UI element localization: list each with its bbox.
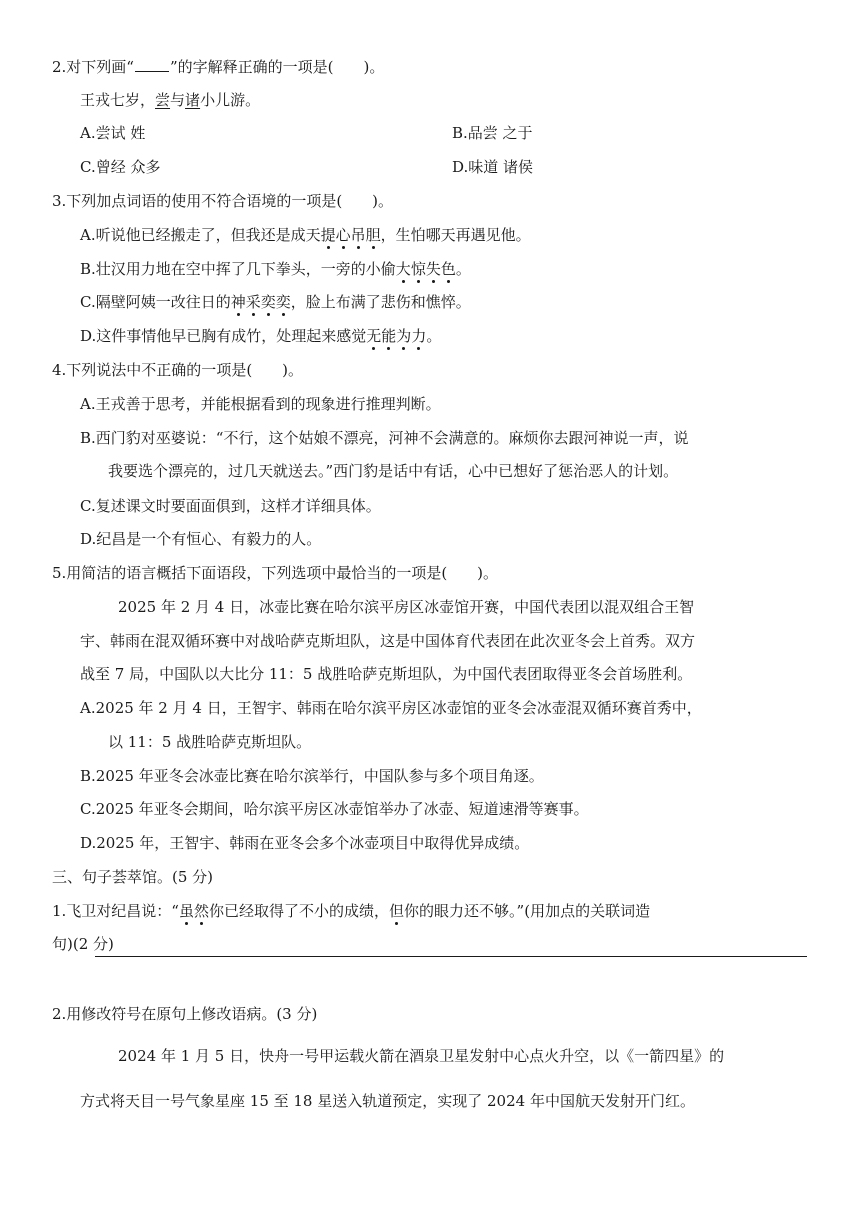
q3-option-d: D.这件事情他早已胸有成竹，处理起来感觉无能为力。 bbox=[80, 327, 442, 345]
s3-q2-passage-line1: 2024 年 1 月 5 日，快舟一号甲运载火箭在酒泉卫星发射中心点火升空，以《一箭四星》的 bbox=[118, 1047, 725, 1065]
dotted-char: 奕 bbox=[260, 293, 276, 311]
dotted-char: 胆 bbox=[365, 226, 381, 244]
dotted-char: 虽 bbox=[178, 902, 194, 920]
q3-option-a: A.听说他已经搬走了，但我还是成天提心吊胆，生怕哪天再遇见他。 bbox=[80, 226, 531, 244]
underlined-char-chang: 尝 bbox=[155, 91, 171, 109]
q5-option-a-line2: 以 11：5 战胜哈萨克斯坦队。 bbox=[108, 733, 312, 751]
q3-option-c: C.隔壁阿姨一改往日的神采奕奕，脸上布满了悲伤和憔悴。 bbox=[80, 293, 471, 311]
q5-option-d: D.2025 年，王智宇、韩雨在亚冬会多个冰壶项目中取得优异成绩。 bbox=[80, 834, 530, 852]
section-heading: 三、句子荟萃馆。(5 分) bbox=[52, 868, 214, 886]
q2-stem: 2.对下列画“ ”的字解释正确的一项是( )。 bbox=[52, 58, 385, 76]
q4-option-d: D.纪昌是一个有恒心、有毅力的人。 bbox=[80, 530, 322, 548]
q2-option-d: D.味道 诸侯 bbox=[452, 158, 534, 176]
q4-option-b-line2: 我要选个漂亮的，过几天就送去。”西门豹是话中有话，心中已想好了惩治恶人的计划。 bbox=[108, 462, 679, 480]
q5-option-c: C.2025 年亚冬会期间，哈尔滨平房区冰壶馆举办了冰壶、短道速滑等赛事。 bbox=[80, 800, 589, 818]
q2-sentence: 王戎七岁，尝与诸小儿游。 bbox=[80, 91, 261, 109]
underlined-char-zhu: 诸 bbox=[185, 91, 201, 109]
dotted-char: 提 bbox=[320, 226, 336, 244]
dotted-char: 但 bbox=[389, 902, 405, 920]
s3-q2-passage-line2: 方式将天目一号气象星座 15 至 18 星送入轨道预定，实现了 2024 年中国航天发射开门红。 bbox=[80, 1092, 695, 1110]
s3-q1-line2: 句)(2 分) bbox=[52, 935, 114, 953]
q5-option-a-line1: A.2025 年 2 月 4 日，王智宇、韩雨在哈尔滨平房区冰壶馆的亚冬会冰壶混双循环赛首秀中， bbox=[80, 699, 702, 717]
dotted-word bbox=[231, 293, 291, 311]
underline-blank bbox=[135, 59, 169, 72]
q2-option-b: B.品尝 之于 bbox=[452, 124, 533, 142]
dotted-char: 力 bbox=[411, 327, 427, 345]
dotted-char: 大 bbox=[395, 260, 411, 278]
q5-passage-line3: 战至 7 局，中国队以大比分 11：5 战胜哈萨克斯坦队，为中国代表团取得亚冬会首场胜利。 bbox=[80, 665, 693, 683]
dotted-char: 吊 bbox=[350, 226, 366, 244]
q4-option-a: A.王戎善于思考，并能根据看到的现象进行推理判断。 bbox=[80, 395, 441, 413]
q3-stem: 3.下列加点词语的使用不符合语境的一项是( )。 bbox=[52, 192, 394, 210]
q5-option-b: B.2025 年亚冬会冰壶比赛在哈尔滨举行，中国队参与多个项目角逐。 bbox=[80, 767, 544, 785]
q3-option-b: B.壮汉用力地在空中挥了几下拳头，一旁的小偷大惊失色。 bbox=[80, 260, 471, 278]
dotted-char: 神 bbox=[230, 293, 246, 311]
dotted-char: 然 bbox=[194, 902, 210, 920]
q2-option-c: C.曾经 众多 bbox=[80, 158, 161, 176]
q2-option-a: A.尝试 姓 bbox=[80, 124, 146, 142]
s3-q1-line1: 1.飞卫对纪昌说：“虽然你已经取得了不小的成绩，但你的眼力还不够。”(用加点的关联词造 bbox=[52, 902, 651, 920]
dotted-char: 能 bbox=[381, 327, 397, 345]
q5-stem: 5.用简洁的语言概括下面语段，下列选项中最恰当的一项是( )。 bbox=[52, 564, 499, 582]
answer-line[interactable] bbox=[95, 956, 807, 957]
dotted-char: 无 bbox=[366, 327, 382, 345]
dotted-char: 心 bbox=[335, 226, 351, 244]
dotted-char: 奕 bbox=[275, 293, 291, 311]
dotted-char: 惊 bbox=[410, 260, 426, 278]
q5-passage-line1: 2025 年 2 月 4 日，冰壶比赛在哈尔滨平房区冰壶馆开赛，中国代表团以混双组合王智 bbox=[118, 598, 695, 616]
dotted-word bbox=[321, 226, 381, 244]
q5-passage-line2: 宇、韩雨在混双循环赛中对战哈萨克斯坦队，这是中国体育代表团在此次亚冬会上首秀。双方 bbox=[80, 632, 696, 650]
q4-stem: 4.下列说法中不正确的一项是( )。 bbox=[52, 361, 304, 379]
dotted-char: 失 bbox=[425, 260, 441, 278]
s3-q2-stem: 2.用修改符号在原句上修改语病。(3 分) bbox=[52, 1005, 318, 1023]
dotted-char: 为 bbox=[396, 327, 412, 345]
q4-option-c: C.复述课文时要面面俱到，这样才详细具体。 bbox=[80, 497, 381, 515]
q4-option-b-line1: B.西门豹对巫婆说：“不行，这个姑娘不漂亮，河神不会满意的。麻烦你去跟河神说一声，说 bbox=[80, 429, 689, 447]
dotted-word bbox=[396, 260, 456, 278]
dotted-char: 色 bbox=[440, 260, 456, 278]
dotted-char: 采 bbox=[245, 293, 261, 311]
dotted-word bbox=[366, 327, 426, 345]
